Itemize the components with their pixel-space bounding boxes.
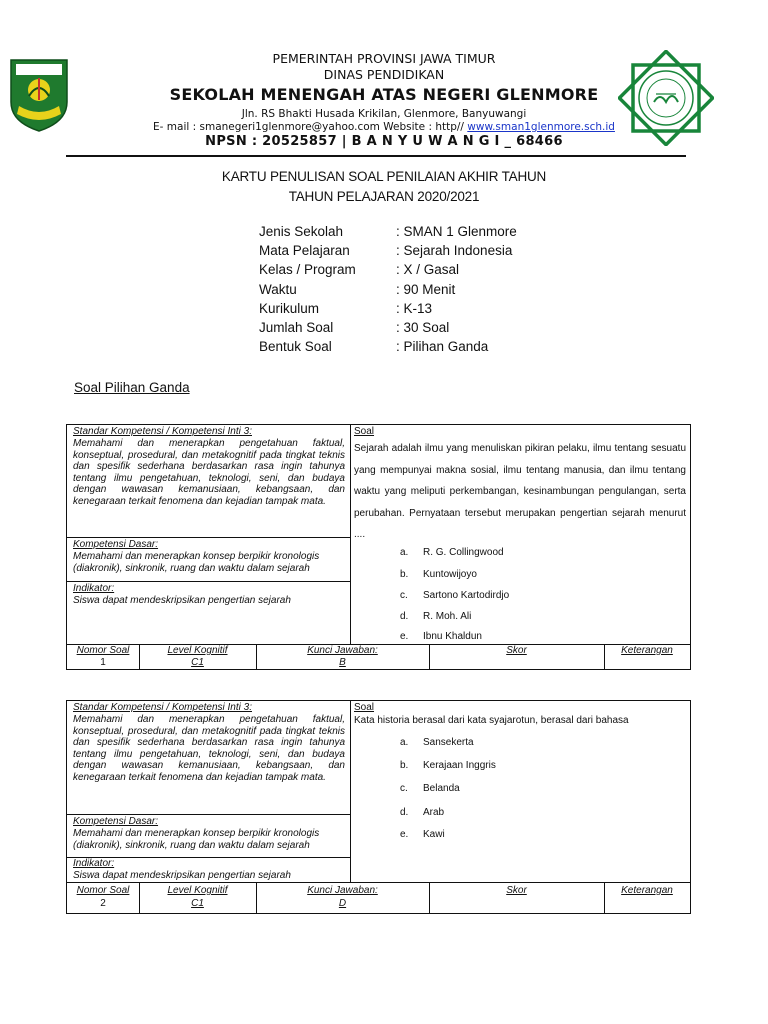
npsn-line: NPSN : 20525857 | B A N Y U W A N G I _ 68466 [205, 134, 563, 149]
option-text: R. G. Collingwood [423, 547, 504, 558]
kd-text: Memahami dan menerapkan konsep berpikir kronologis (diakronik), sinkronik, ruang dan waktu dalam sejarah [73, 551, 320, 574]
keterangan-label: Keterangan [621, 885, 673, 896]
standar-label: Standar Kompetensi / Kompetensi Inti 3: [73, 426, 252, 437]
kd-text: Memahami dan menerapkan konsep berpikir kronologis (diakronik), sinkronik, ruang dan waktu dalam sejarah [73, 828, 320, 851]
info-value: : 30 Soal [396, 320, 450, 335]
website-link[interactable]: www.sman1glenmore.sch.id [467, 121, 615, 133]
option-text: Kuntowijoyo [423, 569, 477, 580]
option-letter: b. [400, 760, 409, 771]
section-title: Soal Pilihan Ganda [74, 380, 190, 395]
row-divider [67, 814, 350, 815]
info-value: : X / Gasal [396, 262, 460, 277]
option-text: Ibnu Khaldun [423, 631, 482, 642]
soal-label: Soal [354, 702, 375, 713]
level-kognitif-label: Level Kognitif [167, 885, 228, 896]
option-text: R. Moh. Ali [423, 611, 472, 622]
option-text: Belanda [423, 783, 460, 794]
option-letter: c. [400, 590, 408, 601]
level-kognitif-value: C1 [191, 898, 204, 909]
skor-label: Skor [506, 885, 527, 896]
option-letter: e. [400, 829, 409, 840]
option-letter: d. [400, 807, 409, 818]
kd-label: Kompetensi Dasar: [73, 816, 159, 827]
info-label: Mata Pelajaran [259, 243, 350, 258]
info-label: Kelas / Program [259, 262, 356, 277]
question-text: Sejarah adalah ilmu yang menuliskan pikiran pelaku, ilmu tentang sesuatu yang mempunyai makna sosial, ilmu tentang manusia, dan ilmu tentang waktu yang meliputi perkembangan, kesinambungan pengulangan, serta perubahan. Pernyataan tersebut merupakan pengertian sejarah menurut .... [354, 443, 686, 540]
row-divider [67, 537, 350, 538]
standar-text: Memahami dan menerapkan pengetahuan faktual, konseptual, prosedural, dan metakognitif pada tingkat teknis dan spesifik sederhana berdasarkan rasa ingin tahunya tentang ilmu pengetahuan, teknologi, seni, dan budaya dengan wawasan kemanusiaan, kebangsaan, dan kenegaraan terkait fenomena dan kejadian tampak mata. [73, 438, 345, 507]
info-label: Waktu [259, 282, 297, 297]
row-divider [67, 581, 350, 582]
info-value: : K-13 [396, 301, 433, 316]
indikator-text: Siswa dapat mendeskripsikan pengertian sejarah [73, 595, 291, 606]
standar-label: Standar Kompetensi / Kompetensi Inti 3: [73, 702, 252, 713]
option-letter: a. [400, 737, 409, 748]
nomor-soal-value: 2 [100, 898, 106, 909]
info-value: : Pilihan Ganda [396, 339, 489, 354]
info-value: : Sejarah Indonesia [396, 243, 513, 258]
document-title: KARTU PENULISAN SOAL PENILAIAN AKHIR TAHUN [221, 169, 547, 184]
document-subtitle: TAHUN PELAJARAN 2020/2021 [288, 189, 480, 204]
column-divider [350, 701, 351, 882]
indikator-label: Indikator: [73, 583, 115, 594]
government-line: PEMERINTAH PROVINSI JAWA TIMUR [272, 51, 496, 66]
letterhead-divider [66, 155, 686, 157]
info-label: Bentuk Soal [259, 339, 332, 354]
option-letter: a. [400, 547, 409, 558]
nomor-soal-label: Nomor Soal [76, 645, 130, 656]
school-contact [0, 121, 768, 133]
question-card [66, 700, 691, 914]
indikator-text: Siswa dapat mendeskripsikan pengertian sejarah [73, 870, 291, 881]
option-text: Kerajaan Inggris [423, 760, 496, 771]
option-text: Sartono Kartodirdjo [423, 590, 510, 601]
info-label: Jumlah Soal [259, 320, 334, 335]
kunci-jawaban-label: Kunci Jawaban: [307, 885, 378, 896]
standar-text: Memahami dan menerapkan pengetahuan faktual, konseptual, prosedural, dan metakognitif pada tingkat teknis dan spesifik sederhana berdasarkan rasa ingin tahunya tentang ilmu pengetahuan, teknologi, seni, dan budaya dengan wawasan kemanusiaan, kebangsaan, dan kenegaraan terkait fenomena dan kejadian tampak mata. [73, 714, 345, 783]
option-text: Arab [423, 807, 445, 818]
option-letter: c. [400, 783, 408, 794]
level-kognitif-value: C1 [191, 657, 204, 668]
nomor-soal-value: 1 [100, 657, 106, 668]
nomor-soal-label: Nomor Soal [76, 885, 130, 896]
school-address: Jln. RS Bhakti Husada Krikilan, Glenmore, Banyuwangi [241, 108, 527, 120]
info-value: : 90 Menit [396, 282, 456, 297]
kd-label: Kompetensi Dasar: [73, 539, 159, 550]
option-text: Kawi [423, 829, 445, 840]
kunci-jawaban-label: Kunci Jawaban: [307, 645, 378, 656]
kunci-jawaban-value: B [339, 657, 346, 668]
info-label: Kurikulum [259, 301, 320, 316]
indikator-label: Indikator: [73, 858, 115, 869]
column-divider [350, 425, 351, 644]
question-card [66, 424, 691, 670]
option-letter: b. [400, 569, 409, 580]
soal-label: Soal [354, 426, 375, 437]
info-label: Jenis Sekolah [259, 224, 344, 239]
option-text: Sansekerta [423, 737, 474, 748]
kunci-jawaban-value: D [338, 898, 347, 909]
option-letter: e. [400, 631, 409, 642]
question-text: Kata historia berasal dari kata syajarotun, berasal dari bahasa [354, 715, 629, 726]
school-name: SEKOLAH MENENGAH ATAS NEGERI GLENMORE [169, 85, 599, 104]
footer-divider [67, 882, 690, 883]
department-line: DINAS PENDIDIKAN [323, 67, 445, 82]
option-letter: d. [400, 611, 409, 622]
level-kognitif-label: Level Kognitif [167, 645, 228, 656]
contact-text: E- mail : smanegeri1glenmore@yahoo.com Website : http// [153, 121, 468, 133]
skor-label: Skor [506, 645, 527, 656]
info-value: : SMAN 1 Glenmore [396, 224, 517, 239]
keterangan-label: Keterangan [621, 645, 673, 656]
